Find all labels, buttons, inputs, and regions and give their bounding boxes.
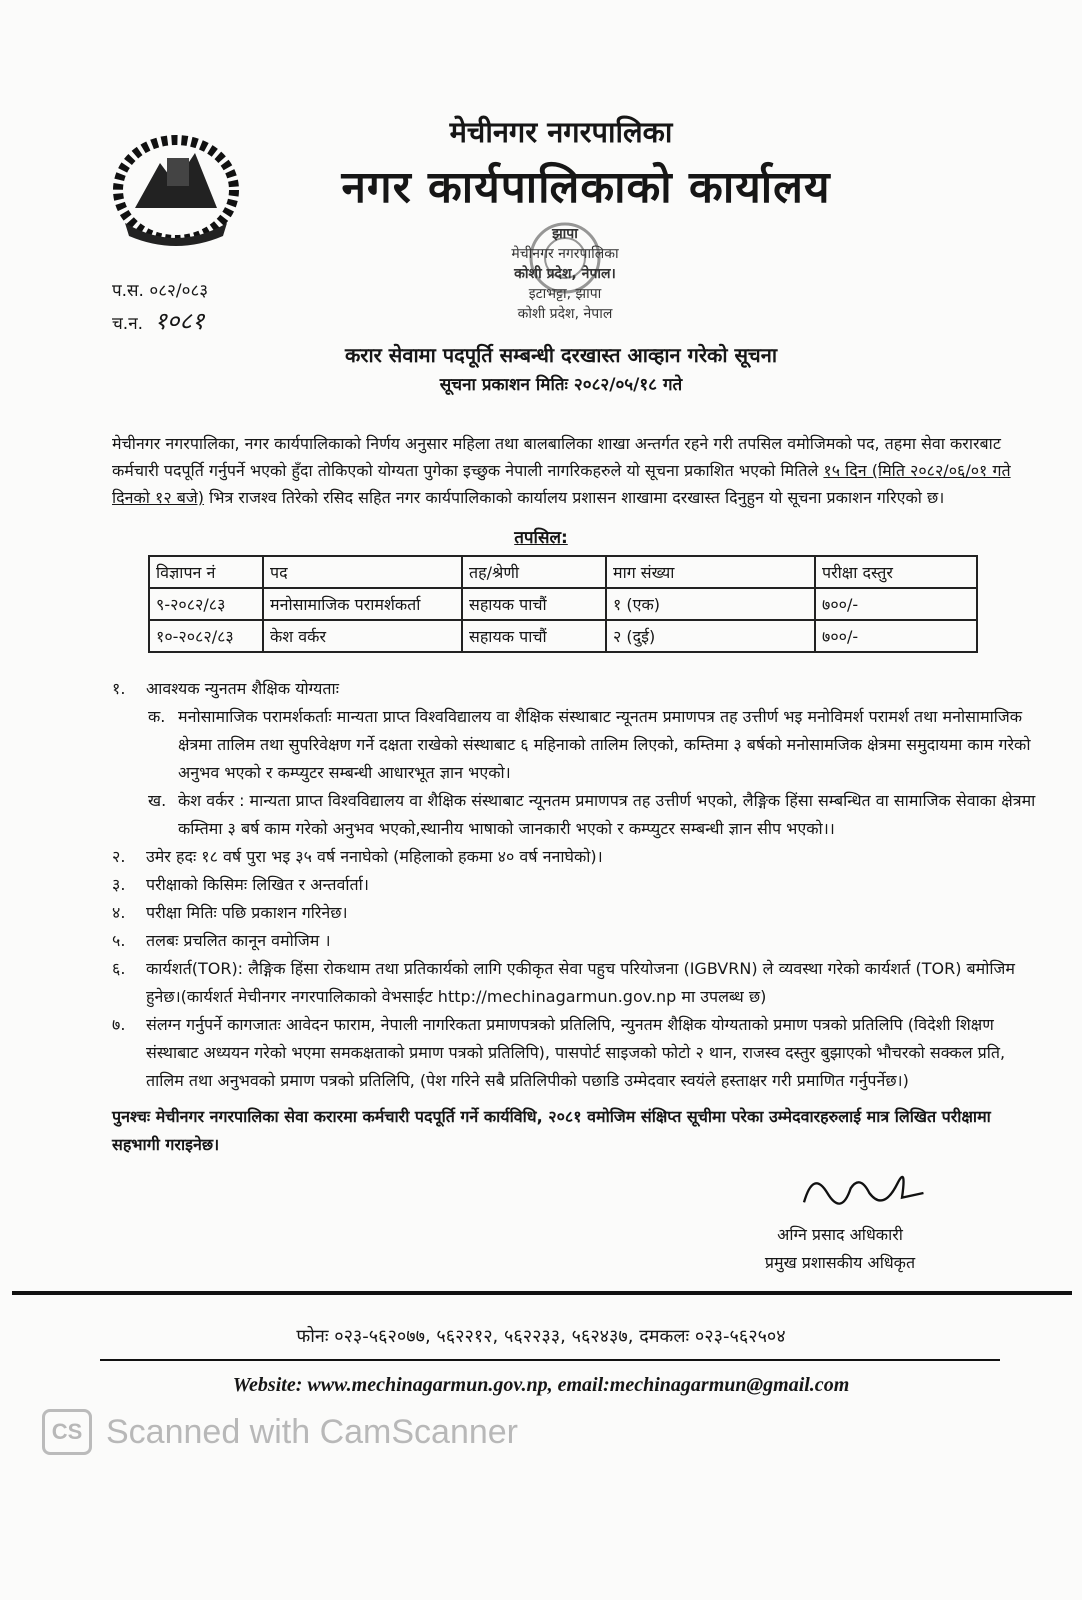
camscanner-watermark: CS Scanned with CamScanner: [42, 1409, 1082, 1455]
list-item: ७. संलग्न गर्नुपर्ने कागजातः आवेदन फाराम, नेपाली नागरिकता प्रमाणपत्रको प्रतिलिपि, न्युनतम शैक्षिक योग्यताको प्रमाण पत्रको प्रतिलिपि (विदेशी शिक्षण संस्थाबाट अध्ययन गरेको भएमा समकक्षताको प्रमाण पत्रको प्रतिलिपि), पासपोर्ट साइजको फोटो २ थान, राजस्व दस्तुर बुझाएको भौचरको सक्कल प्रति, तालिम तथा अनुभवको प्रमाण पत्रको प्रतिलिपि, (पेश गरिने सबै प्रतिलिपीको पछाडि उम्मेदवार स्वयंले हस्ताक्षर गरी प्रमाणित गर्नुपर्नेछ।): [112, 1015, 1006, 1090]
list-item: ३. परीक्षाको किसिमः लिखित र अन्तर्वार्ता।: [112, 875, 369, 894]
list-item: १. आवश्यक न्युनतम शैक्षिक योग्यताः: [112, 679, 339, 698]
table-row: १०-२०८२/८३ केश वर्कर सहायक पाचौं २ (दुई) ७००/-: [149, 620, 977, 652]
list-item: ५. तलबः प्रचलित कानून वमोजिम ।: [112, 931, 331, 950]
vacancy-table: [148, 555, 978, 653]
list-subitem: क. मनोसामाजिक परामर्शकर्ताः मान्यता प्राप्त विश्वविद्यालय वा शैक्षिक संस्थाबाट न्यूनतम प्रमाणपत्र तह उत्तीर्ण भइ मनोविमर्श परामर्श तथा मनोसामाजिक क्षेत्रमा तालिम तथा सुपरिवेक्षण गर्ने दक्षता राखेको संस्थाबाट ६ महिनाको तालिम लिएको, कम्तिमा ३ बर्षको मनोसामजिक क्षेत्रमा समुदायमा काम गरेको अनुभव भएको र कम्प्युटर सम्बन्धी आधारभूत ज्ञान भएको।: [148, 707, 1031, 782]
publication-date: सूचना प्रकाशन मितिः २०८२/०५/१८ गते: [439, 375, 683, 395]
table-header-row: विज्ञापन नं पद तह/श्रेणी माग संख्या परीक्षा दस्तुर: [149, 556, 977, 588]
signatory-title: प्रमुख प्रशासकीय अधिकृत: [764, 1253, 916, 1272]
fiscal-year-ref: प.स. ०८२/०८३: [112, 281, 209, 301]
signature-block: [740, 1165, 940, 1277]
notice-content: [0, 430, 1082, 1485]
table-row: ९-२०८२/८३ मनोसामाजिक परामर्शकर्ता सहायक पाचौं १ (एक) ७००/-: [149, 588, 977, 620]
office-stamp: झापा मेचीनगर नगरपालिका कोशी प्रदेश, नेपाल। इटाभट्टा, झापा कोशी प्रदेश, नेपाल: [440, 224, 690, 336]
list-item: २. उमेर हदः १८ वर्ष पुरा भइ ३५ वर्ष ननाघेको (महिलाको हकमा ४० वर्ष ननाघेको)।: [112, 847, 603, 866]
postscript: पुनश्चः मेचीनगर नगरपालिका सेवा करारमा कर्मचारी पदपूर्ति गर्ने कार्यविधि, २०८१ वमोजिम संक्षिप्त सूचीमा परेका उम्मेदवारहरुलाई मात्र लिखित परीक्षामा सहभागी गराइनेछ।: [112, 1107, 991, 1154]
handwritten-dispatch-no: १०८१: [154, 307, 205, 335]
dispatch-ref: च.न. १०८१: [112, 307, 205, 335]
footer-divider: [12, 1291, 1072, 1295]
signatory-name: अग्नि प्रसाद अधिकारी: [777, 1225, 903, 1244]
notice-subject: करार सेवामा पदपूर्ति सम्बन्धी दरखास्त आव्हान गरेको सूचना: [344, 343, 778, 367]
details-heading: तपसिल:: [514, 528, 568, 548]
list-item: ६. कार्यशर्त(TOR): लैङ्गिक हिंसा रोकथाम तथा प्रतिकार्यको लागि एकीकृत सेवा पहुच परियोजना (IGBVRN) ले व्यवस्था गरेको कार्यशर्त (TOR) बमोजिम हुनेछ।(कार्यशर्त मेचीनगर नगरपालिकाको वेभसाईट http://mechinagarmun.gov.np मा उपलब्ध छ): [112, 959, 1015, 1006]
office-name: नगर कार्यपालिकाको कार्यालय: [341, 162, 831, 213]
signature-icon: [790, 1165, 930, 1221]
footer-phone: फोनः ०२३-५६२०७७, ५६२२१२, ५६२२३३, ५६२४३७, दमकलः ०२३-५६२५०४: [296, 1326, 786, 1347]
list-subitem: ख. केश वर्कर : मान्यता प्राप्त विश्वविद्यालय वा शैक्षिक संस्थाबाट न्यूनतम प्रमाणपत्र तह उत्तीर्ण भएको, लैङ्गिक हिंसा सम्बन्धित वा सामाजिक सेवाका क्षेत्रमा कम्तिमा ३ बर्ष काम गरेको अनुभव भएको,स्थानीय भाषाको जानकारी भएको र कम्प्युटर सम्बन्धी ज्ञान सीप भएको।।: [148, 791, 1036, 838]
footer-divider: [100, 1359, 1000, 1361]
municipality-name: मेचीनगर नगरपालिका: [449, 115, 673, 149]
requirements-list: [112, 675, 1042, 1095]
list-item: ४. परीक्षा मितिः पछि प्रकाशन गरिनेछ।: [112, 903, 348, 922]
notice-body: मेचीनगर नगरपालिका, नगर कार्यपालिकाको निर्णय अनुसार महिला तथा बालबालिका शाखा अन्तर्गत रहने गरी तपसिल वमोजिमको पद, तहमा सेवा करारबाट कर्मचारी पदपूर्ति गर्नुपर्ने भएको हुँदा तोकिएको योग्यता पुगेका इच्छुक नेपाली नागरिकहरुले यो सूचना प्रकाशित भएको मितिले १५ दिन (मिति २०८२/०६/०१ गते दिनको १२ बजे) भित्र राजश्व तिरेको रसिद सहित नगर कार्यपालिकाको कार्यालय प्रशासन शाखामा दरखास्त दिनुहुन यो सूचना प्रकाशन गरिएको छ।: [112, 434, 1011, 507]
signatory: [740, 1221, 940, 1277]
footer-website: Website: www.mechinagarmun.gov.np, email:mechinagarmun@gmail.com: [232, 1374, 850, 1396]
camscanner-logo-icon: CS: [42, 1409, 92, 1455]
